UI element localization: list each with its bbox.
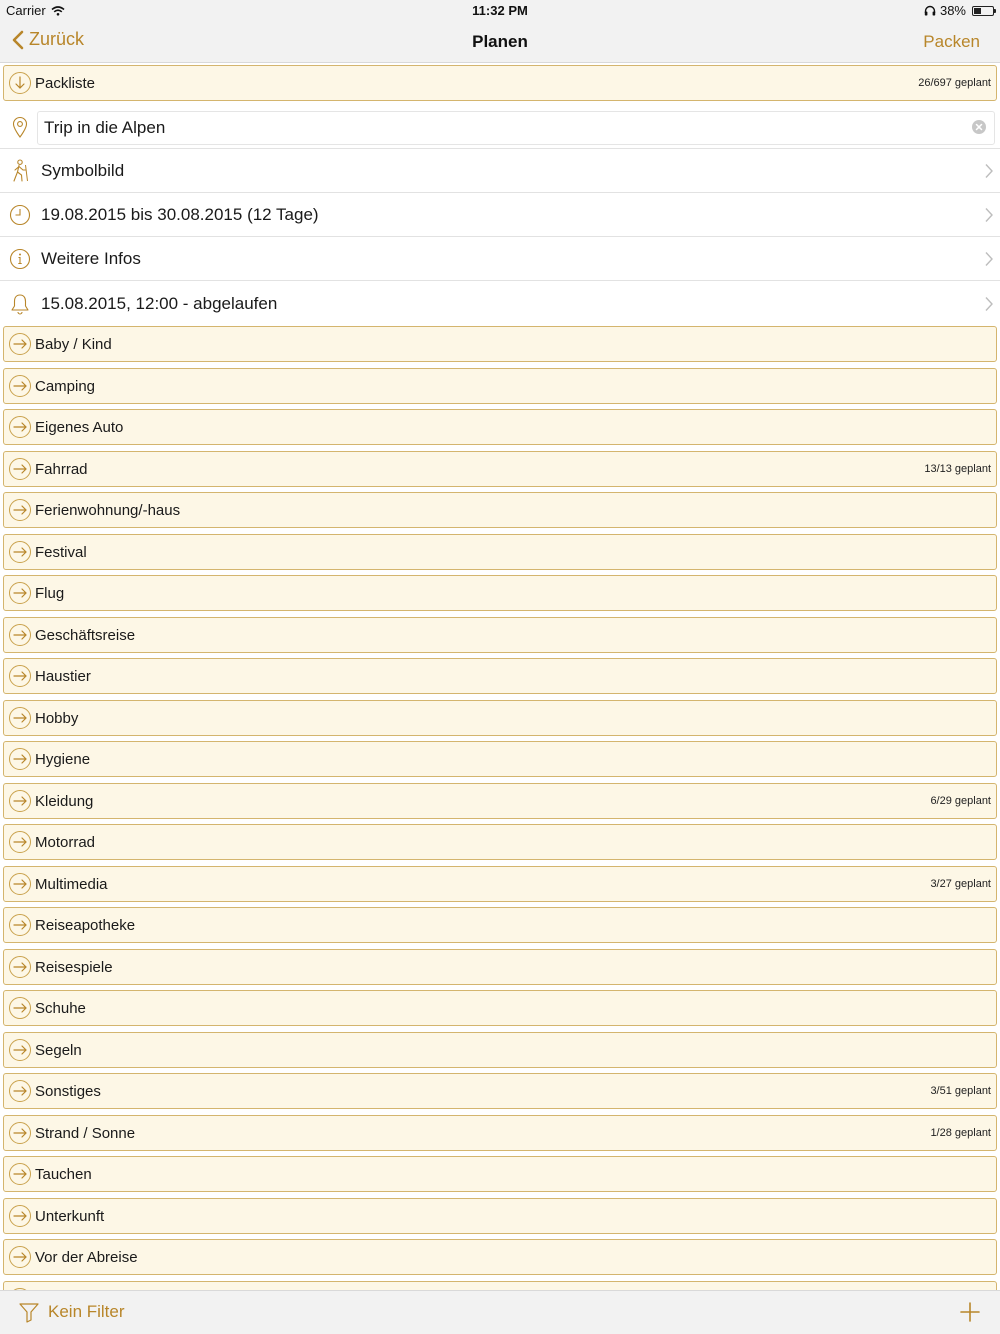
category-count: 3/27 geplant (930, 877, 991, 890)
category-row[interactable] (3, 534, 997, 570)
arrow-right-circle-icon (9, 1163, 31, 1185)
arrow-right-circle-icon (9, 831, 31, 853)
category-row[interactable] (3, 1156, 997, 1192)
trip-name-input[interactable] (37, 111, 995, 145)
settings-label: Symbolbild (41, 161, 125, 180)
arrow-down-circle-icon (9, 72, 31, 94)
category-row[interactable] (3, 492, 997, 528)
category-count: 3/51 geplant (930, 1085, 991, 1097)
arrow-right-circle-icon (9, 707, 31, 729)
arrow-right-circle-icon (9, 375, 31, 397)
page-title: Planen (472, 32, 528, 51)
category-count: 6/29 geplant (930, 794, 991, 807)
arrow-right-circle-icon (9, 873, 31, 895)
arrow-right-circle-icon (9, 582, 31, 604)
arrow-right-circle-icon (9, 1122, 31, 1144)
arrow-right-circle-icon (9, 1039, 31, 1061)
category-row[interactable] (3, 783, 997, 819)
arrow-right-circle-icon (9, 499, 31, 521)
settings-label: 19.08.2015 bis 30.08.2015 (12 Tage) (41, 205, 319, 224)
battery-percent: 38% (939, 3, 966, 18)
clear-input-button[interactable] (972, 120, 986, 134)
status-bar (0, 0, 1000, 22)
category-row[interactable] (3, 1032, 997, 1068)
status-time: 11:32 PM (472, 3, 528, 18)
category-label: Kleidung (35, 792, 94, 810)
category-label: Fahrrad (35, 460, 88, 478)
navigation-bar (0, 22, 1000, 63)
category-count: 1/28 geplant (930, 1126, 991, 1139)
chevron-right-icon (984, 163, 994, 179)
arrow-right-circle-icon (9, 333, 31, 355)
arrow-right-circle-icon (9, 1246, 31, 1268)
bell-icon (8, 292, 32, 316)
category-row[interactable] (3, 1198, 997, 1234)
location-pin-icon (8, 115, 32, 139)
headphones-icon (924, 5, 936, 16)
category-label: Flug (35, 585, 65, 602)
chevron-right-icon (984, 296, 994, 312)
settings-row-info[interactable] (0, 238, 1000, 281)
category-row[interactable] (3, 741, 997, 777)
arrow-right-circle-icon (9, 541, 31, 563)
arrow-right-circle-icon (9, 665, 31, 687)
category-row[interactable] (3, 990, 997, 1026)
back-button[interactable] (12, 29, 84, 50)
packliste-label: Packliste (35, 75, 96, 92)
packliste-row[interactable] (3, 65, 997, 101)
category-label: Camping (35, 377, 96, 395)
filter-button[interactable] (18, 1301, 125, 1323)
category-row[interactable] (3, 949, 997, 985)
hiker-icon (8, 159, 32, 183)
carrier-label: Carrier (6, 3, 46, 18)
category-label: Vor der Abreise (35, 1249, 138, 1266)
settings-row-reminder[interactable] (0, 282, 1000, 325)
arrow-right-circle-icon (9, 790, 31, 812)
category-row[interactable] (3, 451, 997, 487)
settings-label: Weitere Infos (41, 249, 141, 268)
category-label: Sonstiges (35, 1083, 101, 1100)
category-row[interactable] (3, 866, 997, 902)
arrow-right-circle-icon (9, 416, 31, 438)
category-row[interactable] (3, 1239, 997, 1275)
category-row[interactable] (3, 658, 997, 694)
arrow-right-circle-icon (9, 624, 31, 646)
category-row[interactable] (3, 824, 997, 860)
category-row[interactable] (3, 1281, 997, 1291)
chevron-right-icon (984, 251, 994, 267)
arrow-right-circle-icon (9, 748, 31, 770)
arrow-right-circle-icon (9, 1080, 31, 1102)
trip-name-row (0, 105, 1000, 149)
category-row[interactable] (3, 1073, 997, 1109)
settings-row-symbolbild[interactable] (0, 150, 1000, 193)
category-label: Multimedia (35, 875, 108, 893)
arrow-right-circle-icon (9, 997, 31, 1019)
clock-icon (8, 203, 32, 227)
category-label: Reiseapotheke (35, 917, 136, 934)
close-icon (975, 123, 983, 131)
category-row[interactable] (3, 907, 997, 943)
status-right (924, 3, 994, 18)
arrow-right-circle-icon (9, 1205, 31, 1227)
category-row[interactable] (3, 575, 997, 611)
chevron-left-icon (12, 30, 24, 50)
battery-icon (972, 6, 994, 16)
category-label: Schuhe (35, 1000, 86, 1017)
arrow-right-circle-icon (9, 956, 31, 978)
info-icon (8, 247, 32, 271)
settings-row-dates[interactable] (0, 194, 1000, 237)
category-label: Reisespiele (35, 958, 113, 976)
funnel-icon (18, 1301, 40, 1323)
packliste-count: 26/697 geplant (918, 77, 991, 89)
category-label: Strand / Sonne (35, 1124, 136, 1142)
category-label: Eigenes Auto (35, 419, 124, 436)
category-row[interactable] (3, 368, 997, 404)
add-icon[interactable] (960, 1302, 980, 1322)
category-label: Hobby (35, 709, 79, 727)
battery-fill (974, 8, 981, 14)
category-label: Baby / Kind (35, 336, 112, 353)
category-label: Hygiene (35, 751, 91, 768)
category-row[interactable] (3, 326, 997, 362)
category-label: Motorrad (35, 834, 96, 851)
category-row[interactable] (3, 1115, 997, 1151)
category-label: Unterkunft (35, 1207, 105, 1225)
category-count: 13/13 geplant (924, 462, 991, 475)
category-label: Ferienwohnung/-haus (35, 502, 181, 519)
settings-label: 15.08.2015, 12:00 - abgelaufen (41, 293, 278, 313)
category-label: Geschäftsreise (35, 626, 136, 644)
category-row[interactable] (3, 617, 997, 653)
chevron-right-icon (984, 207, 994, 223)
category-row[interactable] (3, 409, 997, 445)
category-label: Tauchen (35, 1166, 92, 1183)
arrow-right-circle-icon (9, 914, 31, 936)
back-label: Zurück (29, 29, 85, 49)
category-label: Festival (35, 543, 87, 561)
bottom-toolbar (0, 1290, 1000, 1334)
pack-button[interactable]: Packen (923, 32, 980, 51)
arrow-right-circle-icon (9, 458, 31, 480)
filter-label: Kein Filter (48, 1302, 125, 1321)
planning-list[interactable] (0, 63, 1000, 1290)
category-label: Segeln (35, 1041, 82, 1059)
category-row[interactable] (3, 700, 997, 736)
category-label: Haustier (35, 668, 91, 685)
